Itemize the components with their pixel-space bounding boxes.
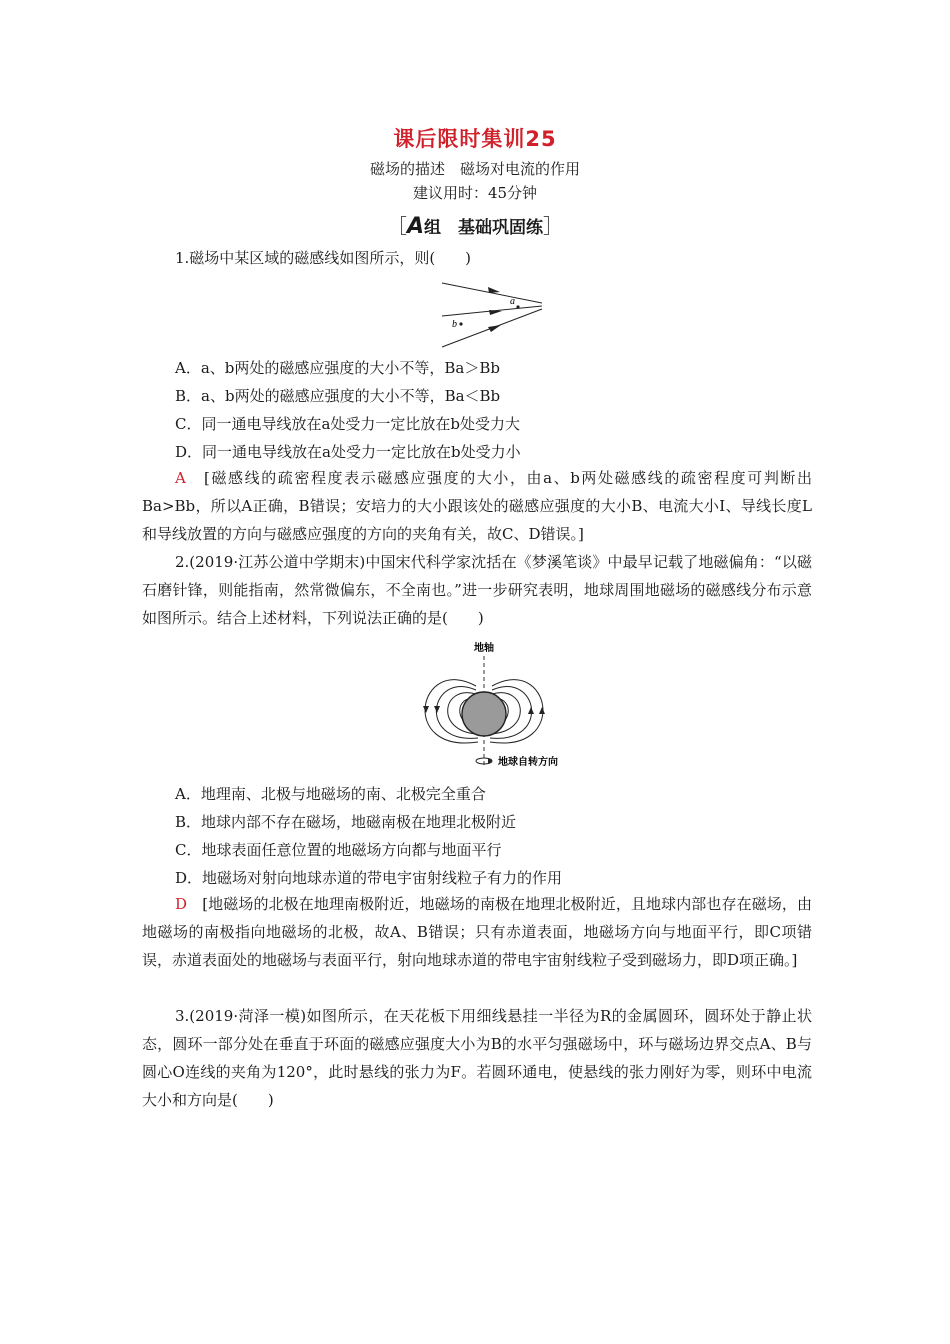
q2-axis-label: 地轴	[474, 643, 494, 654]
page-subtitle: 磁场的描述 磁场对电流的作用	[369, 160, 580, 178]
q1-explanation: [磁感线的疏密程度表示磁感应强度的大小，由a、b两处磁感线的疏密程度可判断出Ba>Bb，所以A正确，B错误；安培力的大小跟该处的磁感应强度的大小B、电流大小I、导线长度L和导线放置的方向与磁感应强度的方向的夹角有关，故C、D错误。]	[142, 469, 812, 543]
page-title: 课后限时集训25	[393, 127, 557, 151]
q2-option-b: B．地球内部不存在磁场，地磁南极在地理北极附近	[175, 813, 517, 831]
q1-option-d: D．同一通电导线放在a处受力一定比放在b处受力小	[175, 443, 521, 461]
bracket-left: ［	[386, 214, 407, 238]
group-heading	[0, 210, 950, 239]
group-label: 组 基础巩固练	[424, 218, 544, 238]
q2-option-d: D．地磁场对射向地球赤道的带电宇宙射线粒子有力的作用	[175, 869, 563, 887]
q1-option-c: C．同一通电导线放在a处受力一定比放在b处受力大	[175, 415, 521, 433]
bracket-right: ］	[543, 214, 564, 238]
q1-label-a: a	[510, 296, 515, 307]
q1-field-lines-figure	[440, 280, 550, 350]
q2-explanation: [地磁场的北极在地理南极附近，地磁场的南极在地理北极附近，且地球内部也存在磁场，由地磁场的南极指向地磁场的北极，故A、B错误；只有赤道表面，地磁场方向与地面平行，即C项错误，赤道表面处的地磁场与表面平行，射向地球赤道的带电宇宙射线粒子受到磁场力，即D项正确。]	[142, 895, 812, 969]
q3-stem: 3.(2019·菏泽一模)如图所示，在天花板下用细线悬挂一半径为R的金属圆环，圆环处于静止状态，圆环一部分处在垂直于环面的磁感应强度大小为B的水平匀强磁场中，环与磁场边界交点A、B与圆心O连线的夹角为120°，此时悬线的张力为F。若圆环通电，使悬线的张力刚好为零，则环中电流大小和方向是( )	[142, 1007, 812, 1109]
q1-option-a: A．a、b两处的磁感应强度的大小不等，Ba＞Bb	[175, 359, 500, 377]
q2-earth-magnetic-field-figure	[410, 636, 580, 772]
suggested-time: 建议用时：45分钟	[412, 184, 538, 202]
q1-option-b: B．a、b两处的磁感应强度的大小不等，Ba＜Bb	[175, 387, 501, 405]
q2-option-c: C．地球表面任意位置的地磁场方向都与地面平行	[175, 841, 502, 859]
q2-option-a: A．地理南、北极与地磁场的南、北极完全重合	[175, 785, 486, 803]
q2-rotation-label: 地球自转方向	[498, 757, 558, 768]
q2-answer	[142, 890, 812, 974]
q1-answer	[142, 464, 812, 548]
q1-stem: 1.磁场中某区域的磁感线如图所示，则( )	[175, 249, 472, 267]
q1-label-b: b	[452, 319, 457, 330]
q1-answer-letter: A	[175, 469, 186, 487]
q2-stem: 2.(2019·江苏公道中学期末)中国宋代科学家沈括在《梦溪笔谈》中最早记载了地磁偏角：“以磁石磨针锋，则能指南，然常微偏东，不全南也。”进一步研究表明，地球周围地磁场的磁感线分布示意如图所示。结合上述材料，下列说法正确的是( )	[142, 553, 812, 627]
group-letter: A	[406, 214, 425, 239]
q2-answer-letter: D	[175, 895, 188, 913]
